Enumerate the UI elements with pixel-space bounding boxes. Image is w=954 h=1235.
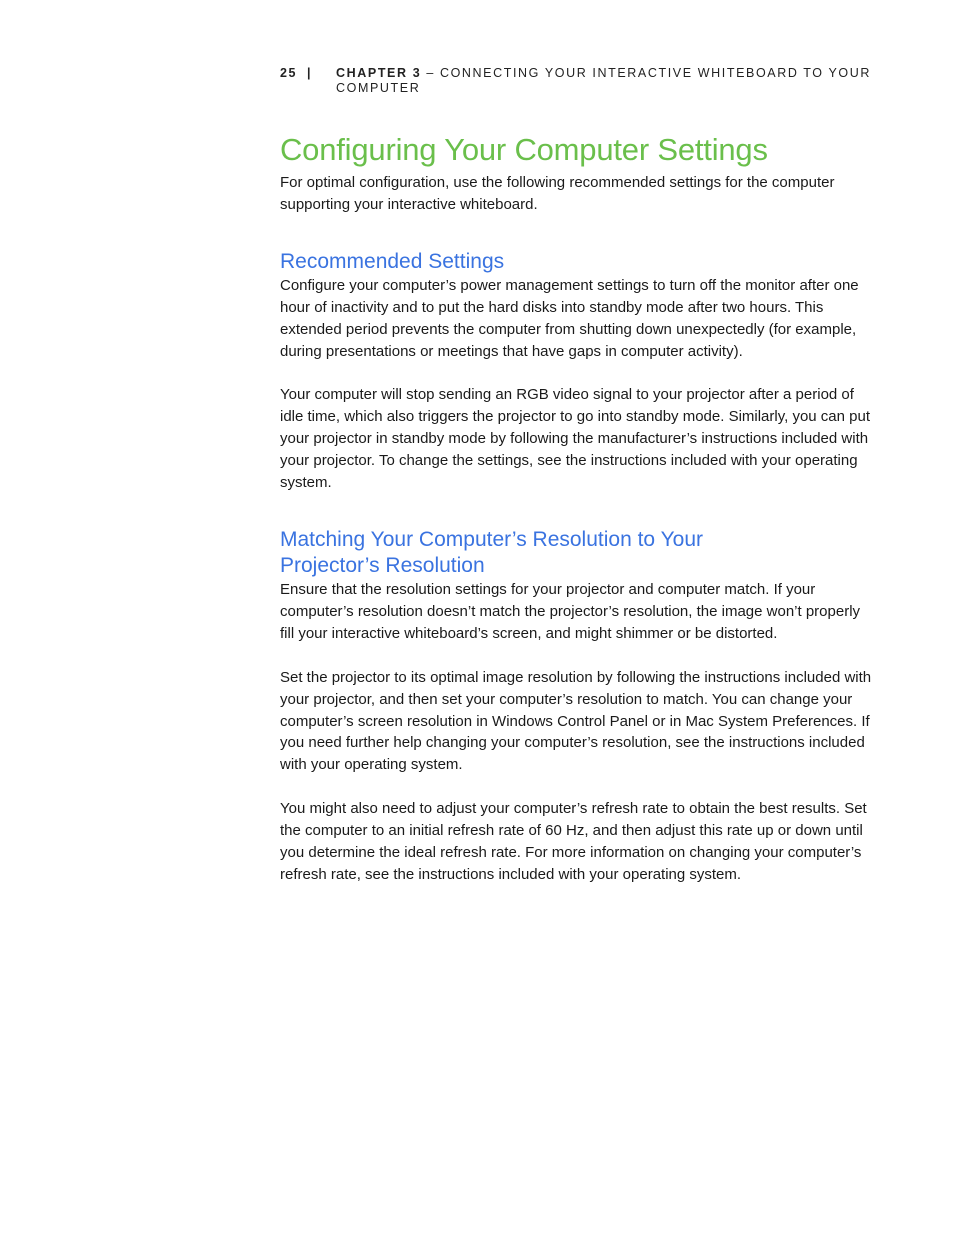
page-number: 25: [280, 66, 298, 80]
chapter-heading: [336, 66, 876, 96]
section-heading-matching-resolution: [280, 527, 872, 579]
chapter-title: – CONNECTING YOUR INTERACTIVE WHITEBOARD TO YOUR COMPUTER: [336, 66, 871, 95]
paragraph-power-management: Configure your computer’s power management settings to turn off the monitor after one hour of inactivity and to put the hard disks into standby mode after two hours. This extended period prevents the computer from shutting down unexpectedly (for example, during presentations or meetings that have gaps in computer activity).: [280, 276, 859, 360]
paragraph-rgb-signal: Your computer will stop sending an RGB video signal to your projector after a period of idle time, which also triggers the projector to go into standby mode. Similarly, you can put your projector in standby mode by following the manufacturer’s instructions included with your projector. To change the settings, see the instructions included with your operating system.: [280, 386, 871, 492]
section-heading-line-2: Projector’s Resolution: [280, 553, 485, 577]
main-content: [280, 130, 872, 886]
intro-paragraph: For optimal configuration, use the following recommended settings for the computer supporting your interactive whiteboard.: [280, 174, 835, 213]
page-title: Configuring Your Computer Settings: [280, 132, 768, 167]
chapter-label: CHAPTER 3: [336, 66, 422, 80]
section-heading-line-1: Matching Your Computer’s Resolution to Your: [280, 527, 703, 551]
paragraph-resolution-match: Ensure that the resolution settings for your projector and computer match. If your computer’s resolution doesn’t match the projector’s resolution, the image won’t properly fill your interactive whiteboard’s screen, and might shimmer or be distorted.: [280, 580, 861, 642]
paragraph-refresh-rate: You might also need to adjust your computer’s refresh rate to obtain the best results. Set the computer to an initial refresh rate of 60 Hz, and then adjust this rate up or down until you determine the ideal refresh rate. For more information on changing your computer’s refresh rate, see the instructions included with your operating system.: [280, 800, 867, 883]
paragraph-optimal-resolution: Set the projector to its optimal image resolution by following the instructions included with your projector, and then set your computer’s resolution to match. You can change your computer’s screen resolution in Windows Control Panel or in Mac System Preferences. If you need further help changing your computer’s resolution, see the instructions included with your operating system.: [280, 668, 872, 774]
header-separator: |: [307, 66, 313, 80]
section-heading-recommended-settings: Recommended Settings: [280, 249, 505, 273]
